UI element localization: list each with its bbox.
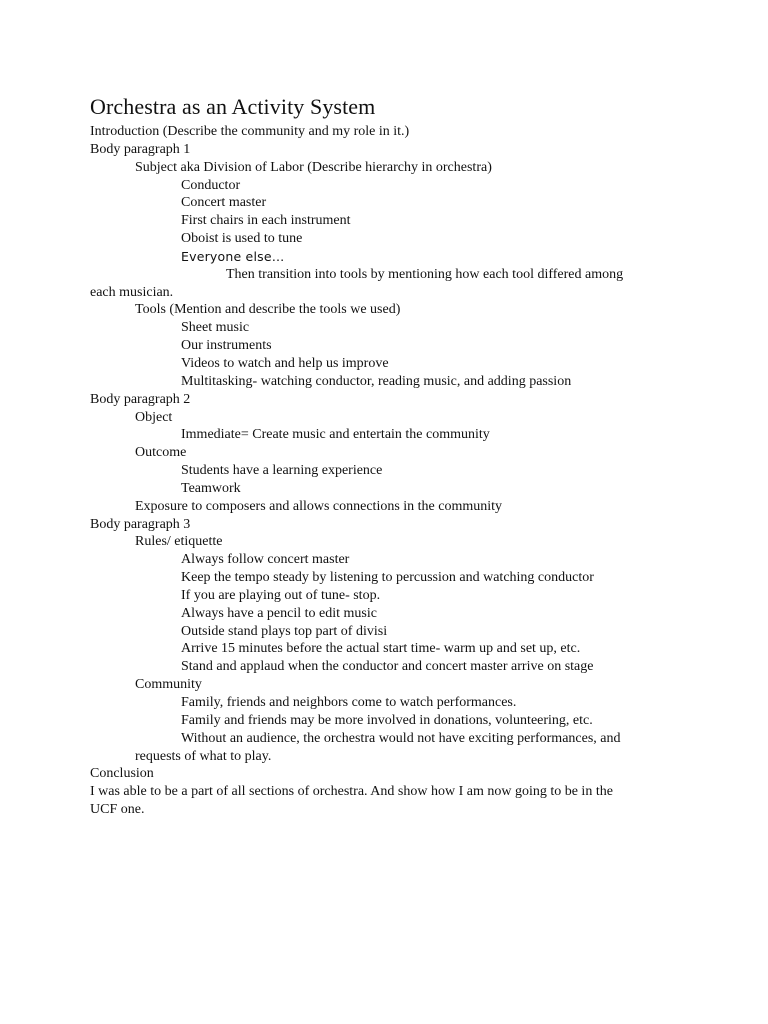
conclusion-text: I was able to be a part of all sections of orchestra. And show how I am now going to be in the [90, 784, 613, 800]
introduction-line: Introduction (Describe the community and my role in it.) [90, 124, 410, 139]
community-item-continued: requests of what to play. [135, 748, 272, 764]
community-label: Community [135, 677, 202, 693]
document-title: Orchestra as an Activity System [90, 94, 376, 119]
subject-item: Everyone else… [181, 248, 285, 264]
subject-item: First chairs in each instrument [181, 213, 351, 229]
body-paragraph-1-heading: Body paragraph 1 [90, 141, 191, 157]
community-item: Family, friends and neighbors come to watch performances. [181, 695, 517, 710]
subject-item: Concert master [181, 195, 267, 211]
outcome-label: Outcome [135, 445, 187, 461]
tools-item: Multitasking- watching conductor, reading music, and adding passion [181, 373, 572, 389]
conclusion-heading: Conclusion [90, 766, 154, 782]
rules-item: Stand and applaud when the conductor and concert master arrive on stage [181, 659, 594, 675]
subject-label: Subject aka Division of Labor (Describe hierarchy in orchestra) [135, 159, 492, 175]
object-item: Immediate= Create music and entertain the community [181, 427, 490, 443]
rules-item: Keep the tempo steady by listening to percussion and watching conductor [181, 570, 594, 586]
subject-item: Oboist is used to tune [181, 231, 303, 247]
subject-item: Conductor [181, 177, 241, 193]
object-label: Object [135, 409, 173, 425]
conclusion-text-continued: UCF one. [90, 802, 145, 818]
rules-item: Always have a pencil to edit music [181, 605, 377, 621]
rules-item: If you are playing out of tune- stop. [181, 587, 381, 603]
tools-label: Tools (Mention and describe the tools we used) [135, 302, 401, 318]
tools-item: Our instruments [181, 338, 272, 354]
community-item: Without an audience, the orchestra would not have exciting performances, and [181, 730, 621, 746]
outcome-item: Teamwork [181, 480, 241, 496]
rules-item: Outside stand plays top part of divisi [181, 623, 388, 639]
rules-item: Arrive 15 minutes before the actual start time- warm up and set up, etc. [181, 641, 581, 657]
community-item: Family and friends may be more involved in donations, volunteering, etc. [181, 712, 593, 728]
document-page [90, 92, 690, 819]
rules-label: Rules/ etiquette [135, 534, 223, 550]
tools-item: Sheet music [181, 320, 250, 336]
rules-item: Always follow concert master [181, 552, 350, 568]
body-paragraph-2-heading: Body paragraph 2 [90, 391, 191, 407]
transition-note: Then transition into tools by mentioning how each tool differed among [226, 266, 624, 282]
body-paragraph-3-heading: Body paragraph 3 [90, 516, 191, 532]
exposure-line: Exposure to composers and allows connections in the community [135, 498, 503, 514]
tools-item: Videos to watch and help us improve [181, 355, 389, 371]
transition-note-continued: each musician. [90, 284, 174, 300]
outcome-item: Students have a learning experience [181, 463, 383, 479]
